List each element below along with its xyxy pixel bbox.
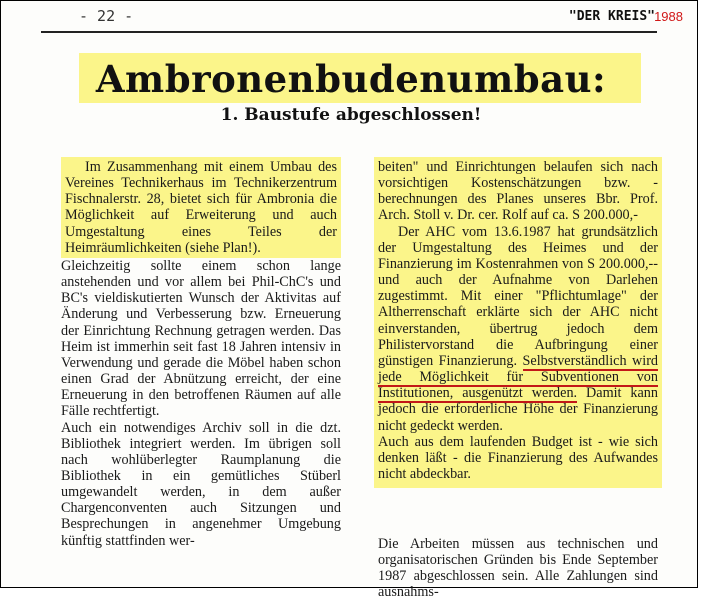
- article-subtitle: 1. Baustufe abgeschlossen!: [220, 105, 482, 125]
- right-column-continued: [378, 536, 658, 601]
- magazine-name: "DER KREIS": [568, 9, 655, 24]
- left-column: [61, 157, 341, 549]
- header-rule: [41, 31, 657, 33]
- underlined-sentence: Selbstverständlich wird jede Möglichkeit für Subventionen von Institutionen, ausgenützt werden.: [378, 352, 659, 402]
- page-number: - 22 -: [79, 7, 134, 25]
- left-paragraph-3: Auch ein notwendiges Archiv soll in die dzt. Bibliothek integriert werden. Im übrigen soll nach wohlüberlegter Raumplanung die Bibliothek in ein gemütliches Stüberl umgewandelt werden, in dem außer Chargenconventen auch Sitzungen und Besprechungen in angenehmer Umgebung künftig stattfinden wer-: [61, 419, 341, 549]
- right-paragraph-3: Auch aus dem laufenden Budget ist - wie sich denken läßt - die Finanzierung des Aufwandes nicht abdeckbar.: [378, 433, 658, 482]
- year-note: 1988: [654, 9, 683, 24]
- right-paragraph-2-end: Damit kann jedoch die erforderliche Höhe der Finanzierung nicht gedeckt werden.: [378, 385, 658, 434]
- right-paragraph-2: [378, 224, 658, 434]
- right-paragraph-1: beiten" und Einrichtungen belaufen sich nach vorsichtigen Kostenschätzungen bzw. -berechnungen des Planes unseres Bbr. Prof. Arch. Stoll v. Dr. cer. Rolf auf ca. S 200.000,-: [378, 159, 658, 224]
- article-title: Ambronenbudenumbau:: [95, 57, 607, 101]
- right-paragraph-4: Die Arbeiten müssen aus technischen und organisatorischen Gründen bis Ende September 1987 abgeschlossen sein. Alle Zahlungen sind ausnahms-: [378, 536, 658, 601]
- left-highlighted-paragraph: Im Zusammenhang mit einem Umbau des Vereines Technikerhaus im Technikerzentrum Fischnalerstr. 28, bietet sich für Ambronia die Möglichkeit auf Erweiterung und auch Umgestaltung eines Teiles der Heimräumlichkeiten (siehe Plan!).: [61, 157, 341, 258]
- right-paragraph-2-text: Der AHC vom 13.6.1987 hat grundsätzlich der Umgestaltung des Heimes und der Finanzierung im Kostenrahmen von S 200.000,-- und auch der Aufnahme von Darlehen zugestimmt. Mit einer "Pflichtumlage" der Altherrenschaft erklärte sich der AHC nicht einverstanden, übertrug jedoch dem Philistervorstand die Aufbringung einer günstigen Finanzierung.: [378, 223, 658, 369]
- page-header: [1, 1, 697, 33]
- right-column: [374, 157, 662, 488]
- left-paragraph-2: Gleichzeitig sollte einem schon lange anstehenden und vor allem bei Phil-ChC's und BC's vieldiskutierten Wunsch der Aktivitas auf Änderung und Verbesserung bzw. Erneuerung der Einrichtung Rechnung getragen werden. Das Heim ist immerhin seit fast 18 Jahren intensiv in Verwendung und gerade die Möbel haben schon einen Grad der Abnützung erreicht, der eine Erneuerung in den betroffenen Räumen auf alle Fälle rechtfertigt.: [61, 257, 341, 420]
